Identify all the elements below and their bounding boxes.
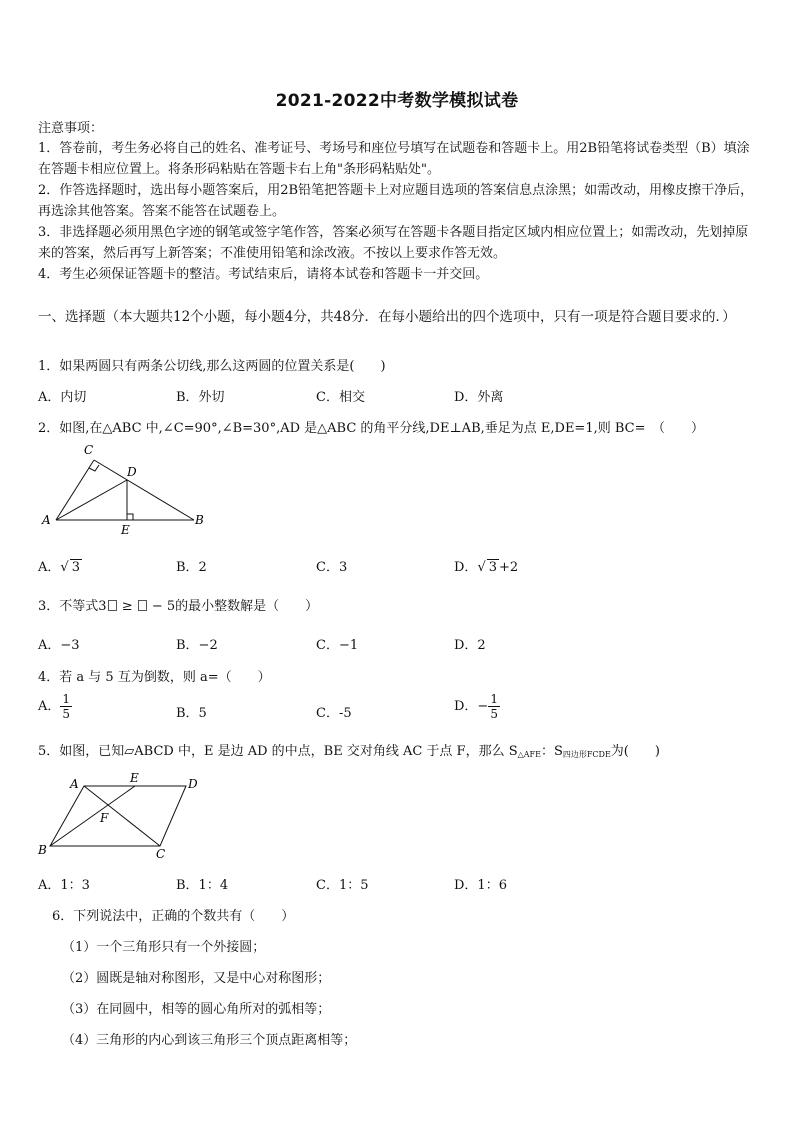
q2-option-d: D．√ 3 +2 <box>454 560 519 575</box>
q2-triangle-figure <box>36 440 216 540</box>
notice-item-4: 4．考生必须保证答题卡的整洁。考试结束后，请将本试卷和答题卡一并交回。 <box>38 267 489 282</box>
q1-option-a: A．内切 <box>38 390 87 405</box>
q2-option-b: B．2 <box>176 560 207 575</box>
placeholder-glyph <box>108 600 117 611</box>
question-5-stem: 5．如图，已知▱ABCD 中，E 是边 AD 的中点，BE 交对角线 AC 于点 F，那么 $S_{\triangle AFE}$：$S_{四边形FCDE}$为( ) <box>38 744 660 759</box>
q5-label-f: F <box>100 811 109 825</box>
q5-parallelogram-figure <box>36 768 216 863</box>
q2-option-a: A．√ 3 <box>38 560 80 575</box>
q6-statement-2: （2）圆既是轴对称图形，又是中心对称图形； <box>62 971 331 986</box>
notice-item-1: 1．答卷前，考生务必将自己的姓名、准考证号、考场号和座位号填写在试题卷和答题卡上。用2B铅笔将试卷类型（B）填涂在答题卡相应位置上。将条形码粘贴在答题卡右上角"条形码粘贴处"。 <box>38 141 750 177</box>
q2-label-d: D <box>127 465 137 479</box>
q2-label-c: C <box>84 443 94 457</box>
question-6-stem: 6．下列说法中，正确的个数共有（ ） <box>52 909 295 924</box>
q3-option-d: D．2 <box>454 638 486 653</box>
question-1-stem: 1．如果两圆只有两条公切线,那么这两圆的位置关系是( ) <box>38 359 386 374</box>
q5-label-a: A <box>70 777 79 791</box>
q3-option-c: C．−1 <box>316 638 359 653</box>
q2-label-a: A <box>42 513 51 527</box>
question-3-stem: 3．不等式3 ≥ − 5的最小整数解是（ ） <box>38 599 319 614</box>
page-title: 2021-2022中考数学模拟试卷 <box>275 91 519 111</box>
q6-statement-1: （1）一个三角形只有一个外接圆； <box>62 940 266 955</box>
placeholder-glyph <box>138 600 147 611</box>
q4-option-d: D．− $\frac{1}{5}$ <box>454 692 498 721</box>
q6-statement-3: （3）在同圆中，相等的圆心角所对的弧相等； <box>62 1002 331 1017</box>
notice-heading: 注意事项： <box>38 121 104 136</box>
notice-item-2: 2．作答选择题时，选出每小题答案后，用2B铅笔把答题卡上对应题目选项的答案信息点涂黑；如需改动，用橡皮擦干净后，再选涂其他答案。答案不能答在试题卷上。 <box>38 183 754 219</box>
q1-option-d: D．外离 <box>454 390 504 405</box>
q5-option-a: A．1：3 <box>38 878 90 893</box>
q2-option-c: C．3 <box>316 560 348 575</box>
q6-statement-4: （4）三角形的内心到该三角形三个顶点距离相等； <box>62 1033 357 1048</box>
q5-label-d: D <box>188 777 198 791</box>
notice-item-3: 3．非选择题必须用黑色字迹的钢笔或签字笔作答，答案必须写在答题卡各题目指定区域内相应位置上；如需改动，先划掉原来的答案，然后再写上新答案；不准使用铅笔和涂改液。不按以上要求作答无效。 <box>38 225 749 261</box>
q2-label-b: B <box>195 513 204 527</box>
q5-option-c: C．1：5 <box>316 878 369 893</box>
q4-option-c: C．-5 <box>316 706 352 721</box>
q5-label-e: E <box>130 771 139 785</box>
q4-option-b: B．5 <box>176 706 207 721</box>
q3-option-a: A．−3 <box>38 638 80 653</box>
q1-option-b: B．外切 <box>176 390 225 405</box>
q5-option-d: D．1：6 <box>454 878 507 893</box>
q2-label-e: E <box>121 523 130 537</box>
q5-label-c: C <box>156 847 166 861</box>
section-heading: 一、选择题（本大题共12个小题，每小题4分，共48分．在每小题给出的四个选项中，只有一项是符合题目要求的．） <box>38 309 736 325</box>
q5-label-b: B <box>38 843 47 857</box>
question-4-stem: 4．若 a 与 5 互为倒数，则 a=（ ） <box>38 670 271 685</box>
q1-option-c: C．相交 <box>316 390 365 405</box>
q3-option-b: B．−2 <box>176 638 218 653</box>
q4-option-a: A． $\frac{1}{5}$ <box>38 692 71 721</box>
q5-option-b: B．1：4 <box>176 878 229 893</box>
question-2-stem: 2．如图,在△ABC 中,∠C=90°,∠B=30°,AD 是△ABC 的角平分线,DE⊥AB,垂足为点 E,DE=1,则 BC= （ ） <box>38 421 704 436</box>
